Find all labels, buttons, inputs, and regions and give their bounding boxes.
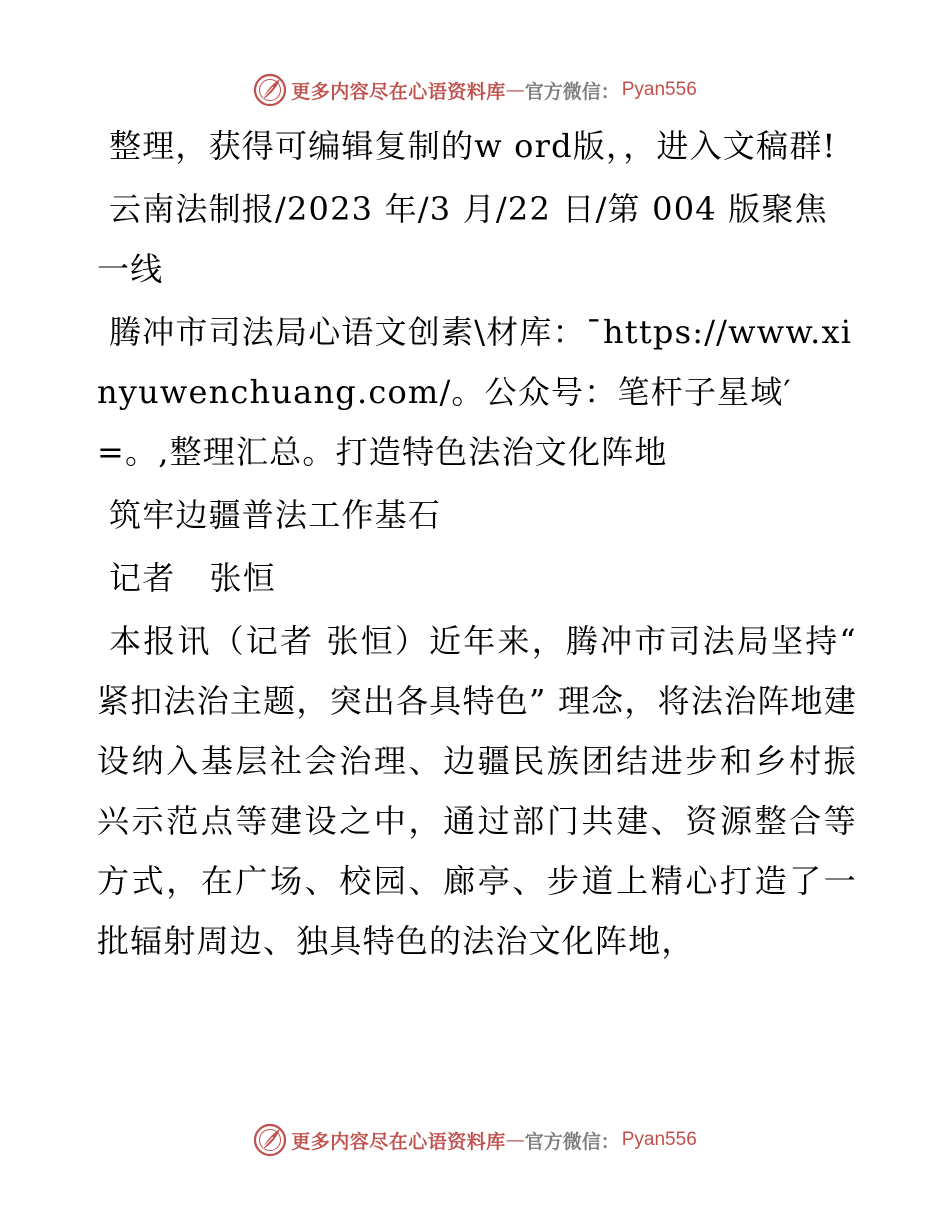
- byline-paragraph: 记者 张恒: [109, 559, 276, 597]
- watermark-separator: —: [505, 1129, 525, 1151]
- watermark-wechat-label: 官方微信：: [524, 1130, 620, 1153]
- watermark-separator: —: [505, 79, 525, 101]
- quill-logo-icon: [253, 1123, 287, 1157]
- article-body-paragraph: 本报讯（记者 张恒）近年来，腾冲市司法局坚持“ 紧扣法治主题，突出各具特色” 理念，将法治阵地建设纳入基层社会治理、边疆民族团结进步和乡村振兴示范点等建设之中，通过部门共建、资源整合等方式，在广场、校园、廊亭、步道上精心打造了一批辐射周边、独具特色的法治文化阵地，: [97, 622, 857, 960]
- intro-note-paragraph: 整理，获得可编辑复制的w ord版，，进入文稿群!: [109, 127, 837, 165]
- headline-paragraph: 腾冲市司法局心语文创素\材库：¯https://www.xinyuwenchuang.com/。公众号：笔杆子星域′=。,整理汇总。打造特色法治文化阵地: [97, 313, 853, 471]
- quill-logo-icon: [253, 73, 287, 107]
- watermark-main-text: 更多内容尽在心语资料库: [291, 80, 506, 103]
- watermark-main-text: 更多内容尽在心语资料库: [291, 1130, 506, 1153]
- watermark-wechat-id: Pyan556: [621, 1129, 697, 1150]
- footer-watermark: [0, 1120, 950, 1160]
- source-line-paragraph: 云南法制报/2023 年/3 月/22 日/第 004 版聚焦一线: [97, 190, 828, 288]
- watermark-wechat-id: Pyan556: [621, 79, 697, 100]
- document-body: [97, 116, 857, 971]
- subheadline-paragraph: 筑牢边疆普法工作基石: [109, 496, 442, 534]
- header-watermark: [0, 70, 950, 110]
- watermark-wechat-label: 官方微信：: [524, 80, 620, 103]
